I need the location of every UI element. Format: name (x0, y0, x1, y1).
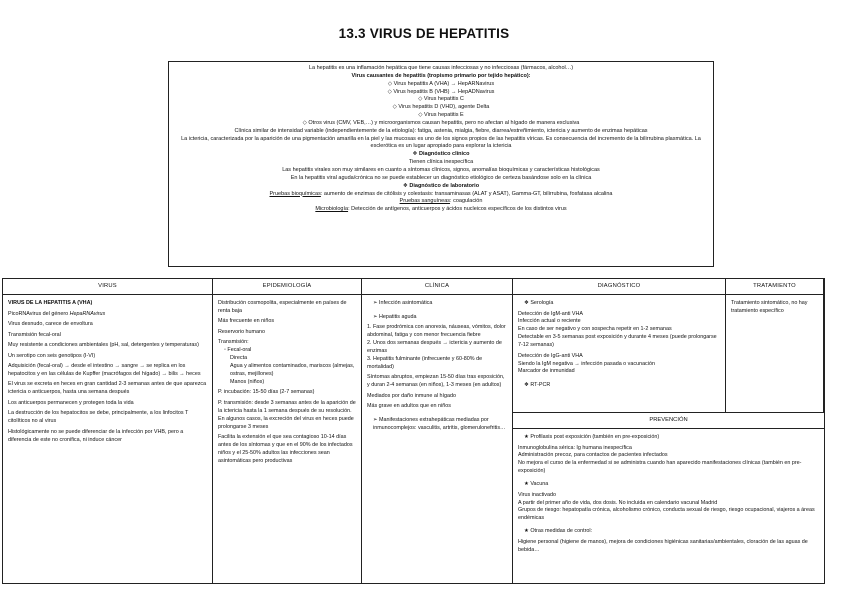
epidemiology-item: Manos (niños) (230, 378, 265, 385)
prevention-item: Administración precoz, para contactos de pacientes infectados (518, 452, 668, 459)
prevention-item: Grupos de riesgo: hepatopatía crónica, alcoholismo crónico, conducta sexual de riesgo, riesgo ocupacional, viajeros a áreas endémicas (518, 507, 815, 522)
diagnosis-header: DIAGNÓSTICO (513, 279, 725, 295)
diagnosis-item: Detección de IgG-anti VHA (518, 352, 583, 359)
virus-column (3, 279, 213, 583)
diagnosis-item: Marcador de inmunidad (518, 368, 575, 375)
intro-line: ◇ Virus hepatitis A (VHA) → HepARNavirus (387, 80, 495, 87)
diagnosis-item: Detección de IgM-anti VHA (518, 310, 584, 317)
diagnosis-item: Siendo la IgM negativa → infección pasada o vacunación (518, 360, 655, 367)
treatment-header: TRATAMIENTO (726, 279, 823, 295)
epidemiology-item: ◦ Fecal-oral (224, 347, 252, 354)
prevention-item: ★ Profilaxis post exposición (también en pre-exposición) (524, 434, 660, 440)
virus-item: La destrucción de los hepatocitos se debe, principalmente, a los linfocitos T citolíticos no al virus (8, 410, 189, 425)
intro-biochem (175, 191, 707, 199)
diagnosis-item: ❖ Serología (524, 300, 554, 306)
intro-line: ◇ Virus hepatitis E (418, 112, 464, 119)
clinical-item: 2. Unos dos semanas después → ictericia y aumento de enzimas (367, 340, 502, 355)
virus-item: Un serotipo con seis genotipos (I-VI) (8, 352, 96, 359)
virus-item: Virus desnudo, carece de envoltura (8, 321, 93, 327)
intro-line: ◇ Virus hepatitis B (VHB) → HepADNavirus (387, 88, 495, 95)
treatment-text: Tratamiento sintomático, no hay tratamiento específico (731, 300, 808, 314)
virus-title: VIRUS DE LA HEPATITIS A (VHA) (8, 300, 93, 306)
virus-family-genus: HepaRNAvirus (69, 310, 106, 317)
epidemiology-item: Transmisión: (218, 339, 249, 346)
intro-line: La ictericia, caracterizada por la aparición de una pigmentación amarilla en la piel y las mucosas es uno de los signos propios de las hepatitis víricas. Es consecuencia del incremento de la bilirrubina plasmática. La esclerótica es un lugar apropiado para explorar la ictericia (181, 135, 701, 150)
clinical-item: Más grave en adultos que en niños (367, 403, 451, 410)
intro-line: ❖ Diagnóstico clínico (412, 151, 470, 158)
blood-text: : coagulación (450, 198, 483, 205)
virus-family-prefix: PicoRNAvirus del género (8, 310, 70, 317)
intro-line: ❖ Diagnóstico de laboratorio (402, 182, 480, 189)
clinical-item: ➢ Hepatitis aguda (373, 313, 417, 320)
intro-line: Virus causantes de hepatitis (tropismo primario por tejido hepático): (351, 72, 531, 79)
clinical-header: CLÍNICA (362, 279, 512, 295)
epidemiology-item: Más frecuente en niños (218, 318, 275, 325)
epidemiology-item: Facilita la extensión el que sea contagioso 10-14 días antes de los síntomas y que en el 90% de los infectados niños y el 25-50% adultos las infecciones sean asintomáticas pero productivas (218, 434, 353, 464)
clinical-item: ➢ Infección asintomática (373, 300, 433, 306)
diagnosis-item: Infección actual o reciente (518, 318, 581, 325)
blood-label: Pruebas sanguíneas (399, 198, 451, 205)
prevention-item: ★ Otras medidas de control: (524, 528, 593, 535)
prevention-item: A partir del primer año de vida, dos dosis. No incluida en calendario vacunal Madrid (518, 499, 718, 506)
epidemiology-header: EPIDEMIOLOGÍA (213, 279, 361, 295)
micro-text: : Detección de antígenos, anticuerpos y ácidos nucleicos específicos de los distintos virus (348, 206, 567, 213)
clinical-item: Síntomas abruptos, empiezan 15-50 días tras exposición, y duran 2-4 semanas (en niños), 1-3 meses (en adultos) (367, 374, 505, 389)
clinical-item: 1. Fase prodrómica con anorexia, náuseas, vómitos, dolor abdominal, fatiga y con menor frecuencia fiebre (367, 324, 506, 339)
virus-item: El virus se excreta en heces en gran cantidad 2-3 semanas antes de que aparezca ictericia o anticuerpos, hasta una semana después (8, 381, 207, 396)
clinical-item: ➢ Manifestaciones extrahepáticas mediadas por inmunocomplejos: vasculitis, artritis, glomerulonefritis… (373, 417, 506, 432)
virus-item: Adquisición (fecal-oral) → desde el intestino → sangre → se replica en los hepatocitos y en las células de Kupffer (macrófagos del hígado) → bilis → heces (8, 363, 201, 377)
virus-item: Muy resistente a condiciones ambientales (pH, sal, detergentes y temperaturas) (8, 342, 199, 348)
virus-family (8, 311, 207, 319)
intro-micro (175, 206, 707, 214)
prevention-item: Inmunoglobulina sérica: Ig humana inespecífica (518, 444, 632, 451)
intro-line: ◇ Otros virus (CMV, VEB,…) y microorganismos causan hepatitis, pero no afectan al hígado de manera exclusiva (302, 119, 580, 126)
biochem-label: Pruebas bioquímicas (269, 190, 321, 197)
intro-line: En la hepatitis viral aguda/crónica no se puede establecer un diagnóstico etiológico de certeza basándose solo en la clínica (290, 174, 592, 181)
diagnosis-item: Detectable en 3-5 semanas post exposición y durante 4 meses (puede prolongarse 7-12 semanas) (518, 334, 717, 349)
epidemiology-item: Distribución cosmopolita, especialmente en países de renta baja (218, 300, 347, 314)
intro-line: Tienen clínica inespecífica (408, 159, 474, 166)
epidemiology-item: P. incubación: 15-50 días (2-7 semanas) (218, 389, 315, 396)
clinical-item: Mediados por daño inmune al hígado (367, 392, 457, 399)
prevention-item: Higiene personal (higiene de manos), mejora de condiciones higiénicas sanitarias/ambientales, cloración de las aguas de bebida… (518, 538, 808, 553)
intro-blood (175, 198, 707, 206)
virus-item: Histológicamente no se puede diferenciar de la infección por VHB, pero a diferencia de este no cronifica, ni induce cáncer (8, 428, 184, 443)
virus-item: Transmisión fecal-oral (8, 331, 61, 338)
prevention-item: No mejora el curso de la enfermedad si se administra cuando han aparecido manifestaciones clínicas (también en pre-exposición) (518, 460, 802, 475)
diagnosis-item: En caso de ser negativo y con sospecha repetir en 1-2 semanas (518, 326, 672, 333)
epidemiology-item: Agua y alimentos contaminados, mariscos (almejas, ostras, mejillones) (230, 363, 355, 378)
intro-box (168, 61, 714, 267)
intro-line: Las hepatitis virales son muy similares en cuanto a síntomas clínicos, signos, anomalías bioquímicas y características histológicas (282, 166, 600, 173)
biochem-text: : aumento de enzimas de citólisis y colestasis: transaminasas (ALAT y ASAT), Gamma-GT, bilirrubina, fosfatasa alcalina (320, 190, 613, 197)
prevention-item: Virus inactivado (518, 491, 556, 498)
epidemiology-item: Reservorio humano (218, 328, 266, 335)
intro-line: La hepatitis es una inflamación hepática que tiene causas infecciosas y no infecciosas (fármacos, alcohol…) (308, 65, 574, 71)
clinical-column (362, 279, 513, 583)
epidemiology-item: En algunos casos, la excreción del virus en heces puede prolongarse 3 meses (218, 415, 354, 430)
intro-line: ◇ Virus hepatitis C (418, 96, 464, 103)
epidemiology-item: P. transmisión: desde 3 semanas antes de la aparición de la ictericia hasta la 1 semana después de su resolución. (218, 399, 356, 414)
virus-header: VIRUS (3, 279, 212, 295)
page-title: 13.3 VIRUS DE HEPATITIS (338, 26, 510, 41)
prevention-item: ★ Vacuna (524, 481, 549, 488)
intro-line: Clínica similar de intensidad variable (independientemente de la etiología): fatiga, astenia, mialgia, fiebre, diarrea/estreñimiento, ictericia y aumento de enzimas hepáticas (234, 127, 648, 134)
prevention-header: PREVENCIÓN (513, 412, 824, 429)
clinical-item: 3. Hepatitis fulminante (infrecuente y 60-80% de mortalidad) (367, 356, 483, 370)
epidemiology-column (213, 279, 362, 583)
prevention-section (513, 412, 824, 583)
epidemiology-item: Directa (230, 355, 248, 362)
diagnosis-item: ❖ RT-PCR (524, 382, 551, 389)
virus-item: Los anticuerpos permanecen y protegen toda la vida (8, 399, 134, 406)
intro-line: ◇ Virus hepatitis D (VHD), agente Delta (392, 104, 490, 111)
summary-table (2, 278, 825, 584)
micro-label: Microbiología (315, 206, 349, 213)
